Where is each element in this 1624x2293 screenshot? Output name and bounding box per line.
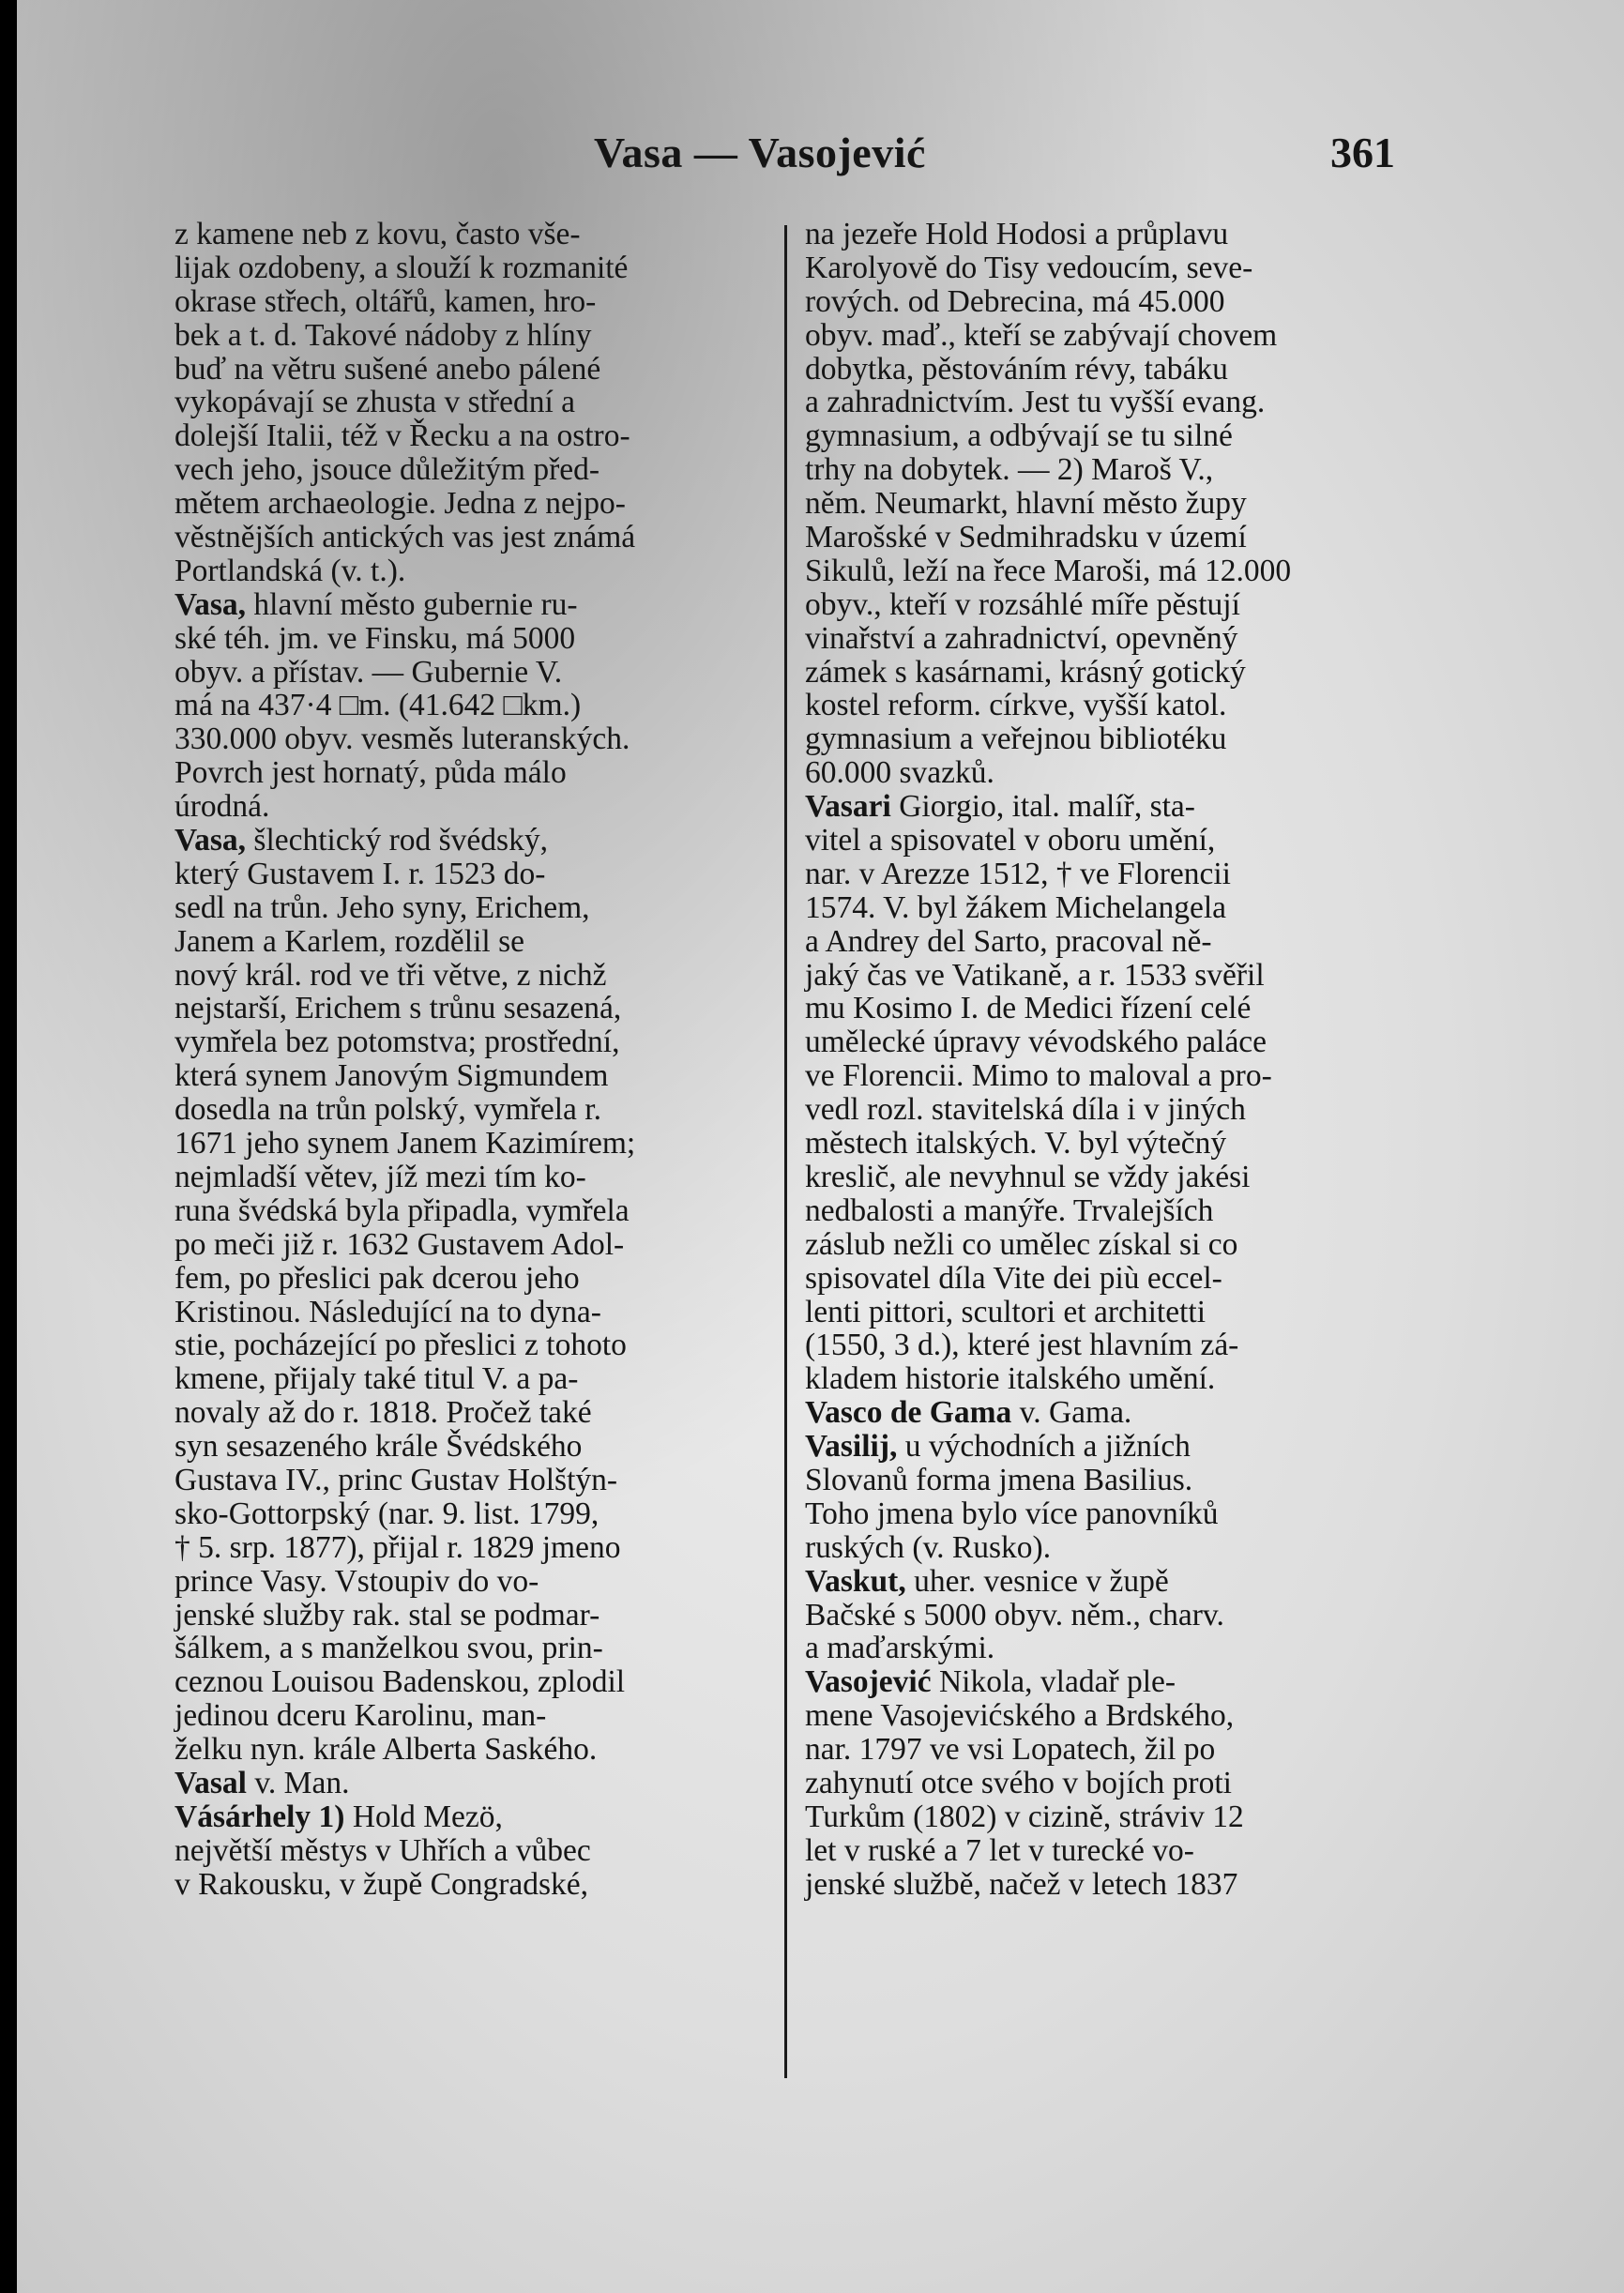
scanned-page	[17, 0, 1624, 2293]
text-line: vech jeho, jsouce důležitým před-	[175, 452, 600, 488]
text-line: let v ruské a 7 let v turecké vo-	[805, 1832, 1194, 1868]
text-line: Vasco de Gama v. Gama.	[805, 1395, 1132, 1431]
text-line: ve Florencii. Mimo to maloval a pro-	[805, 1058, 1272, 1094]
text-line: jenské služby rak. stal se podmar-	[175, 1597, 600, 1632]
text-line: Vasari Giorgio, ital. malíř, sta-	[805, 789, 1195, 825]
text-line: buď na větru sušené anebo pálené	[175, 351, 601, 387]
text-line: zahynutí otce svého v bojích proti	[805, 1765, 1232, 1800]
text-line: dosedla na trůn polský, vymřela r.	[175, 1092, 601, 1128]
right-column	[805, 218, 1424, 1902]
text-line: novaly až do r. 1818. Pročež také	[175, 1395, 592, 1431]
text-line: Vasa, hlavní město gubernie ru-	[175, 586, 578, 622]
text-line: Marošské v Sedmihradsku v území	[805, 520, 1247, 555]
text-line: želku nyn. krále Alberta Saského.	[175, 1732, 598, 1768]
text-line: vitel a spisovatel v oboru umění,	[805, 823, 1216, 858]
text-line: nedbalosti a manýře. Trvalejších	[805, 1192, 1214, 1228]
text-line: Karolyově do Tisy vedoucím, seve-	[805, 250, 1253, 285]
text-line: nejmladší větev, jíž mezi tím ko-	[175, 1159, 586, 1194]
text-line: Toho jmena bylo více panovníků	[805, 1496, 1219, 1531]
text-line: ské téh. jm. ve Finsku, má 5000	[175, 620, 576, 656]
text-line: městech italských. V. byl výtečný	[805, 1126, 1227, 1162]
text-line: šálkem, a s manželkou svou, prin-	[175, 1631, 603, 1666]
text-line: stie, pocházející po přeslici z tohoto	[175, 1328, 627, 1363]
column-divider	[784, 225, 787, 2078]
text-line: prince Vasy. Vstoupiv do vo-	[175, 1563, 539, 1599]
text-line: Vasa, šlechtický rod švédský,	[175, 823, 548, 858]
text-line: zámek s kasárnami, krásný gotický	[805, 654, 1246, 690]
text-line: umělecké úpravy vévodského paláce	[805, 1025, 1267, 1060]
text-line: Vaskut, uher. vesnice v župě	[805, 1563, 1169, 1599]
text-line: okrase střech, oltářů, kamen, hro-	[175, 283, 597, 319]
text-line: na jezeře Hold Hodosi a průplavu	[805, 217, 1229, 251]
text-line: kreslič, ale nevyhnul se vždy jakési	[805, 1159, 1251, 1194]
text-line: úrodná.	[175, 789, 270, 825]
text-line: dolejší Italii, též v Řecku a na ostro-	[175, 418, 630, 454]
text-line: vykopávají se zhusta v střední a	[175, 385, 576, 420]
text-line: lijak ozdobeny, a slouží k rozmanité	[175, 250, 629, 285]
running-title: Vasa — Vasojević	[594, 129, 926, 176]
text-line: kmene, přijaly také titul V. a pa-	[175, 1361, 579, 1397]
text-line: gymnasium a veřejnou bibliotéku	[805, 721, 1227, 757]
text-line: syn sesazeného krále Švédského	[175, 1429, 583, 1465]
text-line: ceznou Louisou Badenskou, zplodil	[175, 1664, 626, 1700]
text-line: vinařství a zahradnictví, opevněný	[805, 620, 1238, 656]
text-line: gymnasium, a odbývají se tu silné	[805, 418, 1233, 454]
text-line: Gustava IV., princ Gustav Holštýn-	[175, 1462, 618, 1497]
text-line: něm. Neumarkt, hlavní město župy	[805, 486, 1247, 522]
text-line: má na 437·4 □m. (41.642 □km.)	[175, 688, 582, 723]
text-line: záslub nežli co umělec získal si co	[805, 1226, 1238, 1262]
text-line: Slovanů forma jmena Basilius.	[805, 1462, 1193, 1497]
text-line: (1550, 3 d.), které jest hlavním zá-	[805, 1328, 1239, 1363]
text-line: ruských (v. Rusko).	[805, 1529, 1052, 1565]
text-line: mětem archaeologie. Jedna z nejpo-	[175, 486, 626, 522]
text-line: obyv., kteří v rozsáhlé míře pěstují	[805, 586, 1240, 622]
text-line: po meči již r. 1632 Gustavem Adol-	[175, 1226, 625, 1262]
book-spine-shadow	[0, 0, 17, 2293]
text-line: jaký čas ve Vatikaně, a r. 1533 svěřil	[805, 957, 1265, 993]
text-line: Kristinou. Následující na to dyna-	[175, 1294, 601, 1329]
text-line: jenské službě, načež v letech 1837	[805, 1866, 1238, 1902]
text-line: † 5. srp. 1877), přijal r. 1829 jmeno	[175, 1529, 621, 1565]
text-line: Vasojević Nikola, vladař ple-	[805, 1664, 1176, 1700]
text-line: lenti pittori, scultori et architetti	[805, 1294, 1207, 1329]
text-line: fem, po přeslici pak dcerou jeho	[175, 1260, 580, 1296]
text-line: Bačské s 5000 obyv. něm., charv.	[805, 1597, 1224, 1632]
text-line: Janem a Karlem, rozdělil se	[175, 923, 524, 959]
text-line: 1671 jeho synem Janem Kazimírem;	[175, 1126, 636, 1162]
text-line: kladem historie italského umění.	[805, 1361, 1216, 1397]
text-line: obyv. maď., kteří se zabývají chovem	[805, 317, 1278, 353]
text-line: nar. 1797 ve vsi Lopatech, žil po	[805, 1732, 1216, 1768]
page-header	[17, 129, 1624, 176]
text-line: dobytka, pěstováním révy, tabáku	[805, 351, 1228, 387]
left-column	[175, 218, 794, 1902]
text-line: Vásárhely 1) Hold Mezö,	[175, 1799, 503, 1834]
text-line: mene Vasojevićského a Brdského,	[805, 1698, 1235, 1734]
text-line: která synem Janovým Sigmundem	[175, 1058, 609, 1094]
text-line: mu Kosimo I. de Medici řízení celé	[805, 991, 1252, 1026]
text-line: vedl rozl. stavitelská díla i v jiných	[805, 1092, 1246, 1128]
text-line: Vasal v. Man.	[175, 1765, 350, 1800]
text-line: sedl na trůn. Jeho syny, Erichem,	[175, 889, 590, 925]
text-line: Sikulů, leží na řece Maroši, má 12.000	[805, 553, 1292, 588]
text-line: jedinou dceru Karolinu, man-	[175, 1698, 547, 1734]
text-line: věstnějších antických vas jest známá	[175, 520, 636, 555]
text-line: Portlandská (v. t.).	[175, 553, 406, 588]
text-line: největší městys v Uhřích a vůbec	[175, 1832, 591, 1868]
text-line: který Gustavem I. r. 1523 do-	[175, 856, 546, 891]
text-line: sko-Gottorpský (nar. 9. list. 1799,	[175, 1496, 600, 1531]
text-line: nejstarší, Erichem s trůnu sesazená,	[175, 991, 622, 1026]
text-line: z kamene neb z kovu, často vše-	[175, 217, 581, 251]
text-line: trhy na dobytek. — 2) Maroš V.,	[805, 452, 1214, 488]
text-line: nar. v Arezze 1512, † ve Florencii	[805, 856, 1231, 891]
text-line: kostel reform. církve, vyšší katol.	[805, 688, 1227, 723]
text-line: a Andrey del Sarto, pracoval ně-	[805, 923, 1212, 959]
text-line: a maďarskými.	[805, 1631, 995, 1666]
text-line: obyv. a přístav. — Gubernie V.	[175, 654, 563, 690]
text-line: Turkům (1802) v cizině, stráviv 12	[805, 1799, 1244, 1834]
text-line: rových. od Debrecina, má 45.000	[805, 283, 1225, 319]
text-line: a zahradnictvím. Jest tu vyšší evang.	[805, 385, 1266, 420]
text-line: 1574. V. byl žákem Michelangela	[805, 889, 1227, 925]
text-line: v Rakousku, v župě Congradské,	[175, 1866, 589, 1902]
text-line: 330.000 obyv. vesměs luteranských.	[175, 721, 630, 757]
text-line: nový král. rod ve tři větve, z nichž	[175, 957, 607, 993]
text-line: vymřela bez potomstva; prostřední,	[175, 1025, 620, 1060]
page-number: 361	[1330, 129, 1395, 176]
text-line: bek a t. d. Takové nádoby z hlíny	[175, 317, 592, 353]
text-line: 60.000 svazků.	[805, 755, 994, 791]
text-line: runa švédská byla připadla, vymřela	[175, 1192, 630, 1228]
text-line: Vasilij, u východních a jižních	[805, 1429, 1191, 1465]
text-line: spisovatel díla Vite dei più eccel-	[805, 1260, 1222, 1296]
text-line: Povrch jest hornatý, půda málo	[175, 755, 567, 791]
